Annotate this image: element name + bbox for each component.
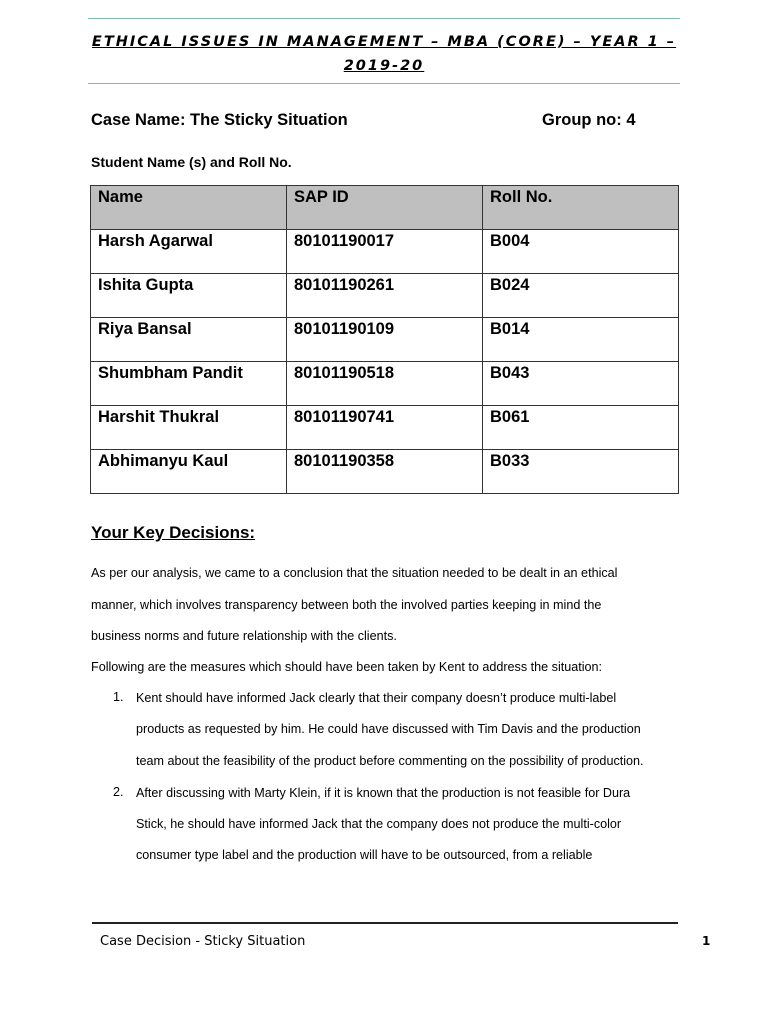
student-name: Harshit Thukral — [91, 406, 287, 450]
column-header-roll-no: Roll No. — [483, 186, 679, 230]
list-item-number: 1. — [113, 690, 124, 704]
table-row — [91, 230, 679, 274]
header-bottom-rule — [88, 83, 680, 84]
list-item-line: team about the feasibility of the product before commenting on the possibility of production. — [136, 754, 644, 768]
student-roll-no: B043 — [483, 362, 679, 406]
list-item-number: 2. — [113, 785, 124, 799]
student-roll-no: B061 — [483, 406, 679, 450]
list-item-line: After discussing with Marty Klein, if it is known that the production is not feasible for Dura — [136, 786, 631, 800]
header-title-line1: ETHICAL ISSUES IN MANAGEMENT – MBA (CORE) – YEAR 1 – — [91, 34, 677, 50]
body-text-line: manner, which involves transparency between both the involved parties keeping in mind the — [91, 598, 602, 612]
student-sap-id: 80101190741 — [287, 406, 483, 450]
footer-title: Case Decision - Sticky Situation — [100, 934, 306, 949]
student-name: Abhimanyu Kaul — [91, 450, 287, 494]
table-row — [91, 450, 679, 494]
list-item-line: Stick, he should have informed Jack that the company does not produce the multi-color — [136, 817, 622, 831]
table-row — [91, 318, 679, 362]
table-row — [91, 274, 679, 318]
body-text-line: As per our analysis, we came to a conclusion that the situation needed to be dealt in an ethical — [91, 566, 618, 580]
list-item-line: Kent should have informed Jack clearly that their company doesn’t produce multi-label — [136, 691, 617, 705]
header-top-rule — [88, 18, 680, 19]
page-number: 1 — [702, 934, 711, 948]
header-title-line2: 2019-20 — [343, 58, 425, 74]
student-sap-id: 80101190358 — [287, 450, 483, 494]
key-decisions-title: Your Key Decisions: — [91, 523, 256, 542]
student-sap-id: 80101190518 — [287, 362, 483, 406]
student-sap-id: 80101190109 — [287, 318, 483, 362]
group-number: Group no: 4 — [542, 111, 636, 129]
students-table — [90, 185, 679, 494]
student-name: Ishita Gupta — [91, 274, 287, 318]
student-roll-no: B024 — [483, 274, 679, 318]
column-header-name: Name — [91, 186, 287, 230]
student-name: Shumbham Pandit — [91, 362, 287, 406]
students-heading: Student Name (s) and Roll No. — [91, 154, 292, 170]
body-text-line: business norms and future relationship with the clients. — [91, 629, 397, 643]
student-name: Harsh Agarwal — [91, 230, 287, 274]
footer-rule — [92, 922, 678, 924]
list-item-line: products as requested by him. He could have discussed with Tim Davis and the production — [136, 722, 641, 736]
table-row — [91, 406, 679, 450]
student-roll-no: B004 — [483, 230, 679, 274]
student-sap-id: 80101190261 — [287, 274, 483, 318]
table-row — [91, 362, 679, 406]
column-header-sap-id: SAP ID — [287, 186, 483, 230]
student-roll-no: B033 — [483, 450, 679, 494]
student-name: Riya Bansal — [91, 318, 287, 362]
case-name: Case Name: The Sticky Situation — [91, 111, 348, 129]
page-header-title — [88, 30, 680, 78]
student-roll-no: B014 — [483, 318, 679, 362]
table-header-row — [91, 186, 679, 230]
student-sap-id: 80101190017 — [287, 230, 483, 274]
body-text-line: Following are the measures which should have been taken by Kent to address the situation: — [91, 660, 603, 674]
list-item-line: consumer type label and the production will have to be outsourced, from a reliable — [136, 848, 593, 862]
